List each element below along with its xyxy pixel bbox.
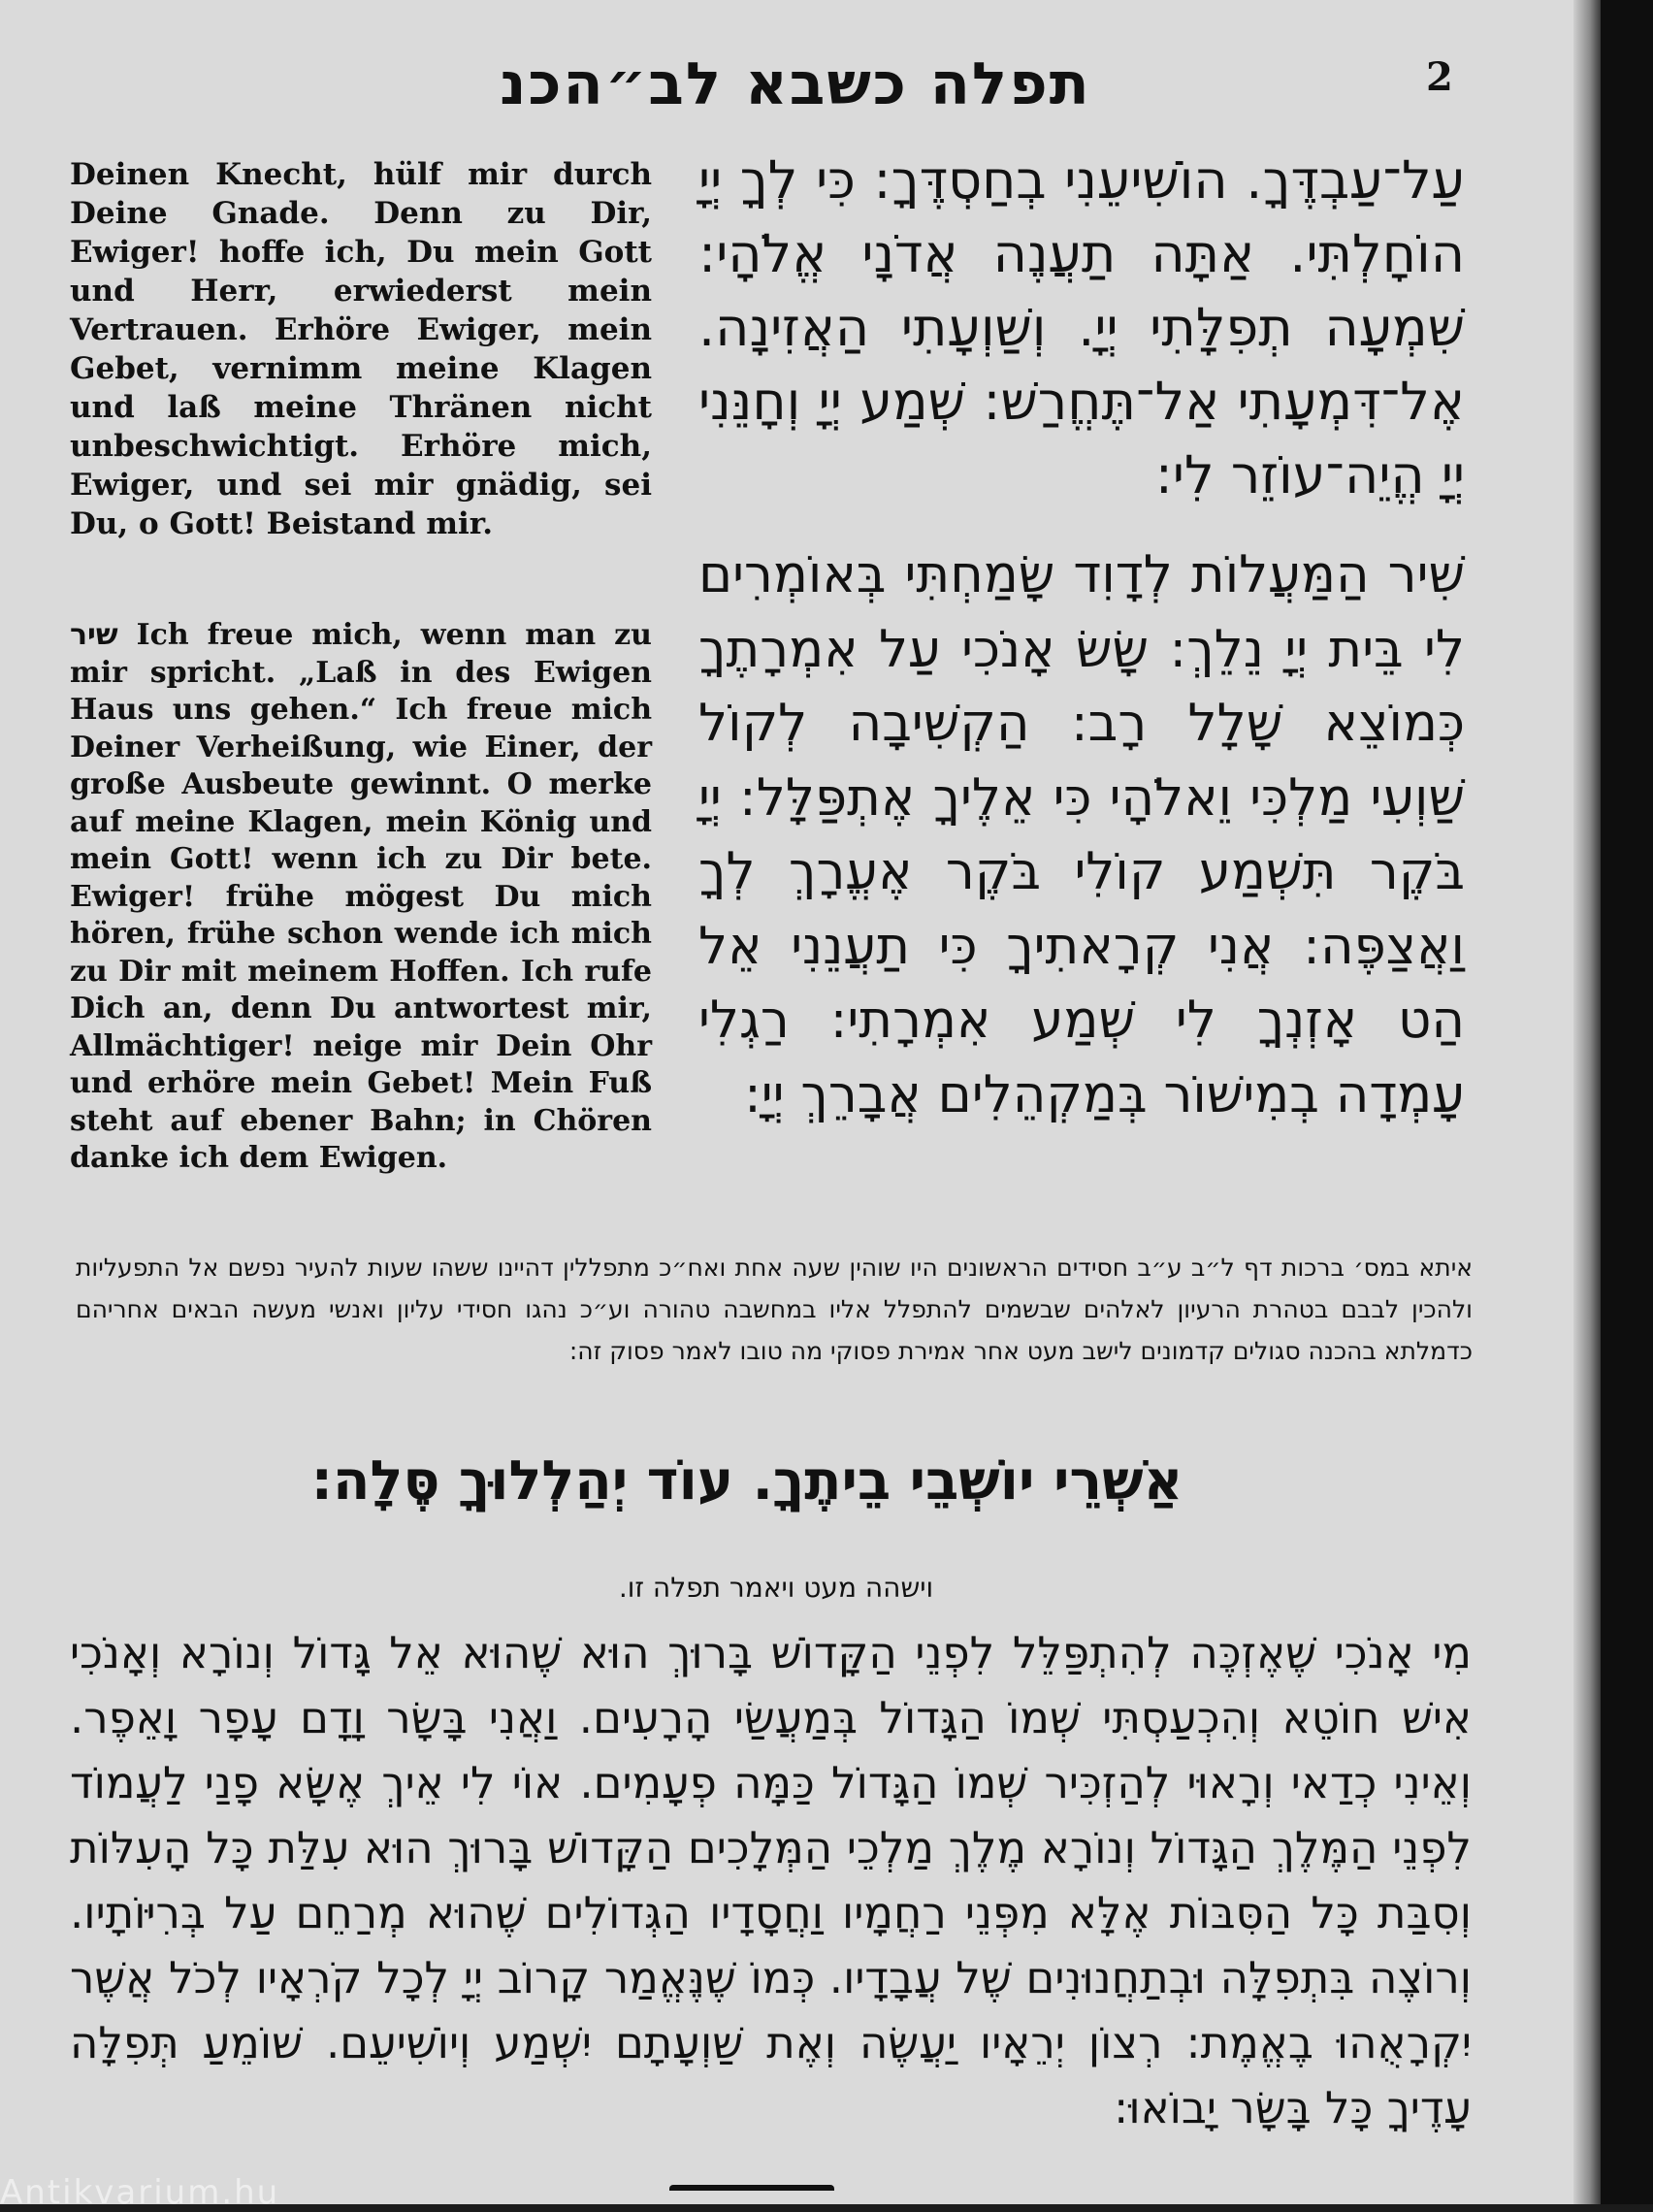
hebrew-text-block-2: שִׁיר הַמַּעֲלוֹת לְדָוִד שָׂמַחְתִּי בְּאוֹמְרִים לִי בֵּית יְיָ נֵלֵךְ: שָׂשׂ אָנֹכִי עַל אִמְרָתֶךָ כְּמוֹצֵא שָׁלָל רָב: הַקְשִׁיבָה לְקוֹל שַׁוְעִי מַלְכִּי וֵאלֹהָי כִּי אֵלֶיךָ אֶתְפַּלָּל: יְיָ בֹּקֶר תִּשְׁמַע קוֹלִי בֹּקֶר אֶעֱרָךְ לְךָ וַאֲצַפֶּה: אֲנִי קְרָאתִיךָ כִּי תַעֲנֵנִי אֵל הַט אָזְנְךָ לִי שְׁמַע אִמְרָתִי: רַגְלִי עָמְדָה בְמִישׁוֹר בְּמַקְהֵלִים אֲבָרֵךְ יְיָ: bbox=[698, 545, 1465, 1124]
running-title: תפלה כשבא לב״הכנ bbox=[500, 50, 1091, 118]
page-number: 2 bbox=[1426, 54, 1453, 100]
hebrew-text-block-1: עַל־עַבְדֶּךָ. הוֹשִׁיעֵנִי בְחַסְדֶּךָ: כִּי לְךָ יְיָ הוֹחָלְתִּי. אַתָּה תַעֲנֶה אֲדֹנָי אֱלֹהָי: שִׁמְעָה תְפִלָּתִי יְיָ. וְשַׁוְעָתִי הַאֲזִינָה. אֶל־דִּמְעָתִי אַל־תֶּחֱרַשׁ: שְׁמַע יְיָ וְחָנֵּנִי יְיָ הֱיֵה־עוֹזֵר לִי: bbox=[698, 149, 1465, 505]
german-translation-block-1: Deinen Knecht, hülf mir durch Deine Gnade. Denn zu Dir, Ewiger! hoffe ich, Du mein Gott und Herr, erwiederst mein Vertrauen. Erhöre Ewiger, mein Gebet, vernimm meine Klagen und laß meine Thränen nicht unbeschwichtigt. Erhöre mich, Ewiger, und sei mir gnädig, sei Du, o Gott! Beistand mir. bbox=[70, 157, 652, 541]
watermark: Antikvarium.hu bbox=[0, 2173, 280, 2212]
instruction-line: וישהה מעט ויאמר תפלה זו. bbox=[618, 1572, 934, 1604]
book-binding bbox=[1601, 0, 1653, 2204]
prayer-text: מִי אָנֹכִי שֶׁאֶזְכֶּה לְהִתְפַּלֵּל לִפְנֵי הַקָּדוֹשׁ בָּרוּךְ הוּא שֶׁהוּא אֵל גָּדוֹל וְנוֹרָא וְאָנֹכִי אִישׁ חוֹטֵא וְהִכְעַסְתִּי שְׁמוֹ הַגָּדוֹל בְּמַעֲשַׂי הָרָעִים. וַאֲנִי בָּשָׂר וָדָם עָפָר וָאֵפֶר. וְאֵינִי כְדַאי וְרָאוּי לְהַזְכִּיר שְׁמוֹ הַגָּדוֹל כַּמָּה פְעָמִים. אוֹי לִי אֵיךְ אֶשָּׂא פָנַי לַעֲמוֹד לִפְנֵי הַמֶּלֶךְ הַגָּדוֹל וְנוֹרָא מֶלֶךְ מַלְכֵי הַמְּלָכִים הַקָּדוֹשׁ בָּרוּךְ הוּא עִלַּת כָּל הָעִלּוֹת וְסִבַּת כָּל הַסִּבּוֹת אֶלָּא מִפְּנֵי רַחֲמָיו וַחֲסָדָיו הַגְּדוֹלִים שֶׁהוּא מְרַחֵם עַל בְּרִיּוֹתָיו. וְרוֹצֶה בִּתְפִלָּה וּבְתַחֲנוּנִים שֶׁל עֲבָדָיו. כְּמוֹ שֶׁנֶּאֱמַר קָרוֹב יְיָ לְכָל קֹרְאָיו לְכֹל אֲשֶׁר יִקְרָאֻהוּ בֶאֱמֶת: רְצוֹן יְרֵאָיו יַעֲשֶׂה וְאֶת שַׁוְעָתָם יִשְׁמַע וְיוֹשִׁיעֵם. שׁוֹמֵעַ תְּפִלָּה עָדֶיךָ כָּל בָּשָׂר יָבוֹאוּ: bbox=[70, 1627, 1472, 2133]
commentary-note: איתא במס׳ ברכות דף ל״ב ע״ב חסידים הראשונים היו שוהין שעה אחת ואח״כ מתפללין דהיינו ששהו שעות להעיר נפשם אל התפעליות ולהכין לבבם בטהרת הרעיון לאלהים שבשמים להתפלל אליו במחשבה טהורה וע״כ נהגו חסידי עליון ואנשי מעשה הבאים אחריהם כדמלתא בהכנה סגולים קדמונים לישב מעט אחר אמירת פסוקי מה טובו לאמר פסוק זה: bbox=[76, 1253, 1473, 1365]
page-edge bbox=[1573, 0, 1601, 2204]
catchword-mark bbox=[669, 2185, 834, 2204]
ashrei-verse: אַשְׁרֵי יוֹשְׁבֵי בֵיתֶךָ. עוֹד יְהַלְלוּךָ סֶּלָה: bbox=[310, 1449, 1183, 1513]
german-translation-block-2 bbox=[70, 617, 652, 1178]
german-translation-block-2-text: Ich freue mich, wenn man zu mir spricht. „Laß in des Ewigen Haus uns gehen.“ Ich freue mich Deiner Verheißung, wie Einer, der große Ausbeute gewinnt. O merke auf meine Klagen, mein König und mein Gott! wenn ich zu Dir bete. Ewiger! frühe mögest Du mich hören, frühe schon wende ich mich zu Dir mit meinem Hoffen. Ich rufe Dich an, denn Du antwortest mir, Allmächtiger! neige mir Dein Ohr und erhöre mein Gebet! Mein Fuß steht auf ebener Bahn; in Chören danke ich dem Ewigen. bbox=[70, 618, 652, 1175]
psalm-marker: שיר bbox=[70, 618, 118, 652]
